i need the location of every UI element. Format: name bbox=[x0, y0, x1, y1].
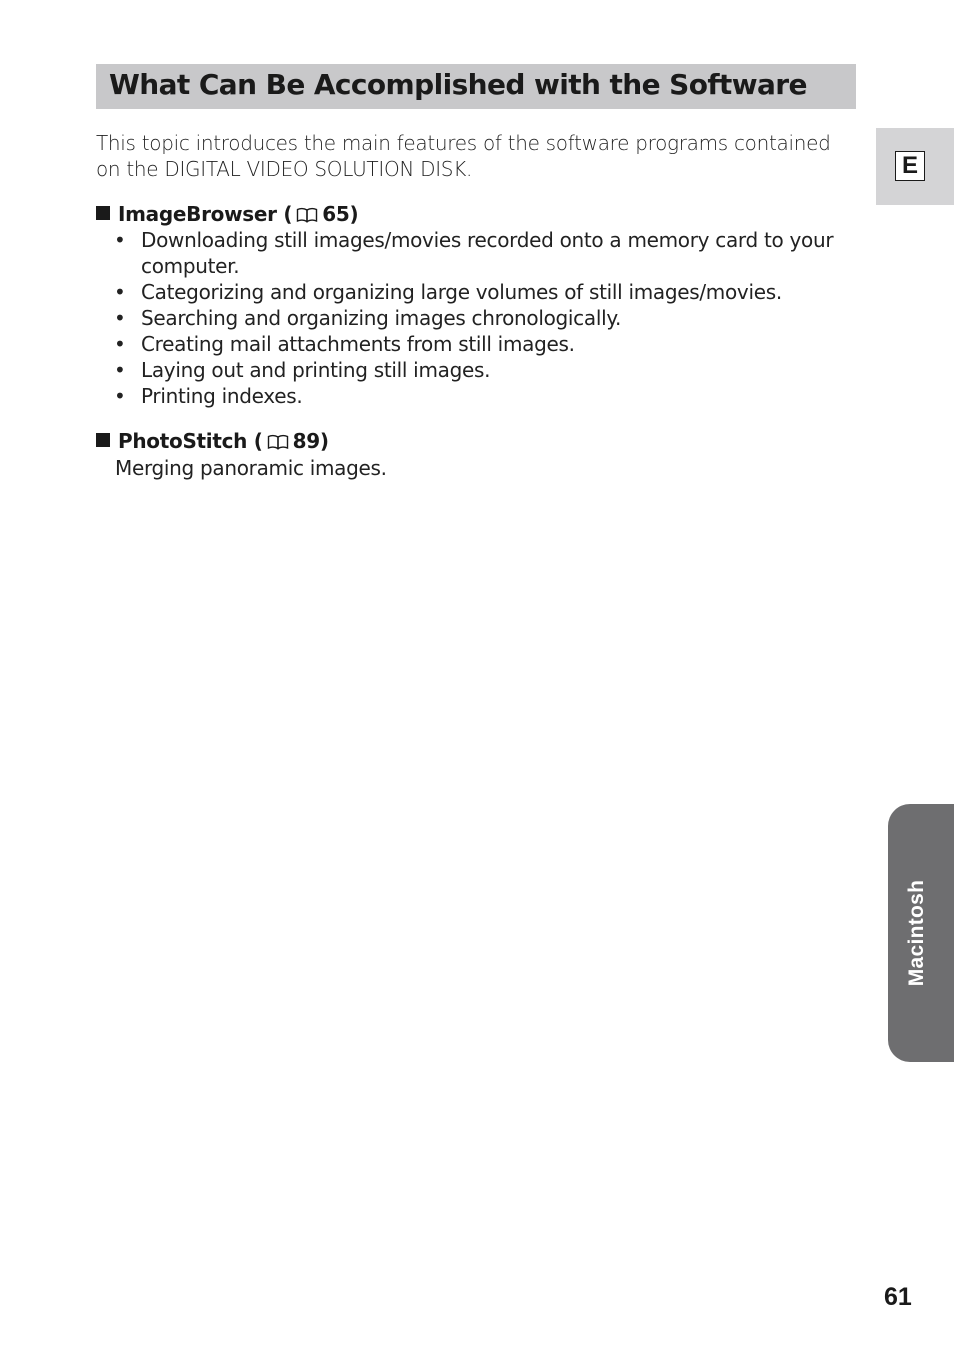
page-reference: 89) bbox=[292, 429, 329, 453]
list-item-text: Printing indexes. bbox=[141, 384, 303, 408]
book-icon bbox=[267, 434, 289, 450]
bullet: • bbox=[114, 332, 126, 356]
list-item bbox=[114, 383, 844, 409]
bullet: • bbox=[114, 228, 126, 252]
list-item bbox=[114, 227, 844, 279]
section-heading-photostitch bbox=[96, 428, 329, 454]
bullet: • bbox=[114, 280, 126, 304]
black-square-icon bbox=[96, 206, 110, 220]
page-reference: 65) bbox=[322, 202, 359, 226]
intro-paragraph: This topic introduces the main features of the software programs contained on the DIGITAL VIDEO SOLUTION DISK. bbox=[96, 131, 831, 181]
black-square-icon bbox=[96, 433, 110, 447]
language-indicator: E bbox=[895, 151, 925, 181]
section-tab-label: Macintosh bbox=[905, 879, 928, 987]
bullet: • bbox=[114, 306, 126, 330]
photostitch-description: Merging panoramic images. bbox=[115, 456, 387, 480]
list-item bbox=[114, 305, 844, 331]
page-number: 61 bbox=[884, 1283, 912, 1311]
bullet: • bbox=[114, 358, 126, 382]
section-title: PhotoStitch ( bbox=[118, 429, 263, 453]
page-title: What Can Be Accomplished with the Software bbox=[109, 68, 807, 101]
list-item bbox=[114, 357, 844, 383]
section-title: ImageBrowser ( bbox=[118, 202, 293, 226]
section-heading-imagebrowser bbox=[96, 201, 358, 227]
list-item-text: Downloading still images/movies recorded onto a memory card to your computer. bbox=[141, 228, 834, 278]
list-item-text: Creating mail attachments from still images. bbox=[141, 332, 575, 356]
list-item-text: Laying out and printing still images. bbox=[141, 358, 491, 382]
list-item-text: Searching and organizing images chronologically. bbox=[141, 306, 622, 330]
list-item-text: Categorizing and organizing large volumes of still images/movies. bbox=[141, 280, 782, 304]
list-item bbox=[114, 331, 844, 357]
feature-list bbox=[114, 227, 844, 409]
title-bar bbox=[96, 64, 856, 109]
bullet: • bbox=[114, 384, 126, 408]
list-item bbox=[114, 279, 844, 305]
book-icon bbox=[296, 207, 318, 223]
